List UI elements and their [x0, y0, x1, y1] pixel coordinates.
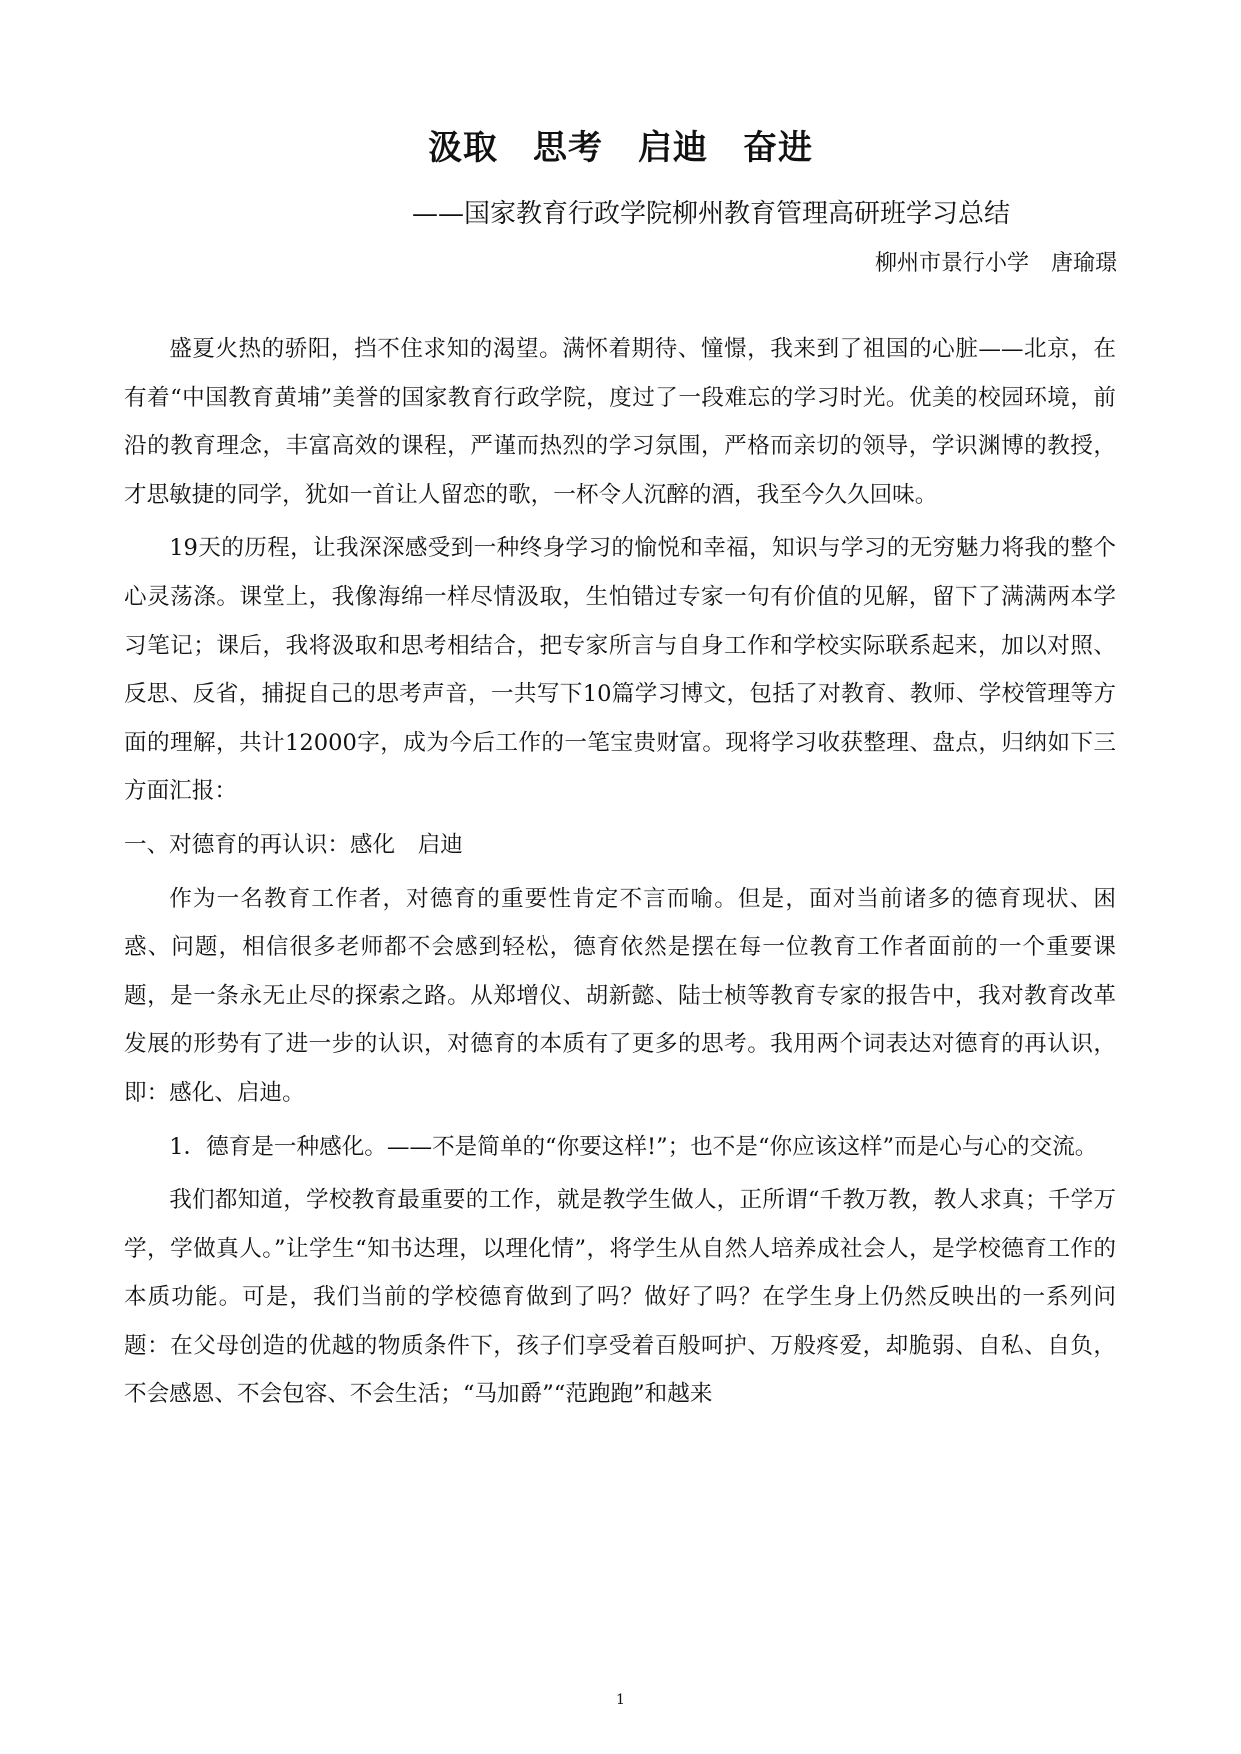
author-line: 柳州市景行小学 唐瑜璟: [874, 251, 1117, 276]
document-subtitle: ——国家教育行政学院柳州教育管理高研班学习总结: [412, 199, 1011, 229]
document-title: 汲取 思考 启迪 奋进: [428, 128, 813, 168]
document-body: [124, 325, 1116, 1424]
page-number: 1: [616, 1692, 625, 1708]
paragraph-intro: 盛夏火热的骄阳，挡不住求知的渴望。满怀着期待、憧憬，我来到了祖国的心脏——北京，在有着“中国教育黄埔”美誉的国家教育行政学院，度过了一段难忘的学习时光。优美的校园环境，前沿的教育理念，丰富高效的课程，严谨而热烈的学习氛围，严格而亲切的领导，学识渊博的教授，才思敏捷的同学，犹如一首让人留恋的歌，一杯令人沉醉的酒，我至今久久回味。: [124, 336, 1116, 508]
paragraph-moral-education: 作为一名教育工作者，对德育的重要性肯定不言而喻。但是，面对当前诸多的德育现状、困惑、问题，相信很多老师都不会感到轻松，德育依然是摆在每一位教育工作者面前的一个重要课题，是一条永无止尽的探索之路。从郑增仪、胡新懿、陆士桢等教育专家的报告中，我对教育改革发展的形势有了进一步的认识，对德育的本质有了更多的思考。我用两个词表达对德育的再认识，即：感化、启迪。: [124, 885, 1116, 1106]
paragraph-point-one: 1．德育是一种感化。——不是简单的“你要这样!”；也不是“你应该这样”而是心与心的交流。: [169, 1133, 1098, 1160]
paragraph-journey: 19天的历程，让我深深感受到一种终身学习的愉悦和幸福，知识与学习的无穷魅力将我的整个心灵荡涤。课堂上，我像海绵一样尽情汲取，生怕错过专家一句有价值的见解，留下了满满两本学习笔记；课后，我将汲取和思考相结合，把专家所言与自身工作和学校实际联系起来，加以对照、反思、反省，捕捉自己的思考声音，一共写下10篇学习博文，包括了对教育、教师、学校管理等方面的理解，共计12000字，成为今后工作的一笔宝贵财富。现将学习收获整理、盘点，归纳如下三方面汇报：: [124, 535, 1116, 805]
section-heading: 一、对德育的再认识：感化 启迪: [124, 831, 463, 858]
paragraph-school-education: 我们都知道，学校教育最重要的工作，就是教学生做人，正所谓“千教万教，教人求真；千学万学，学做真人。”让学生“知书达理，以理化情”，将学生从自然人培养成社会人，是学校德育工作的本质功能。可是，我们当前的学校德育做到了吗？做好了吗？在学生身上仍然反映出的一系列问题：在父母创造的优越的物质条件下，孩子们享受着百般呵护、万般疼爱，却脆弱、自私、自负，不会感恩、不会包容、不会生活；“马加爵”“范跑跑”和越来: [124, 1187, 1116, 1408]
